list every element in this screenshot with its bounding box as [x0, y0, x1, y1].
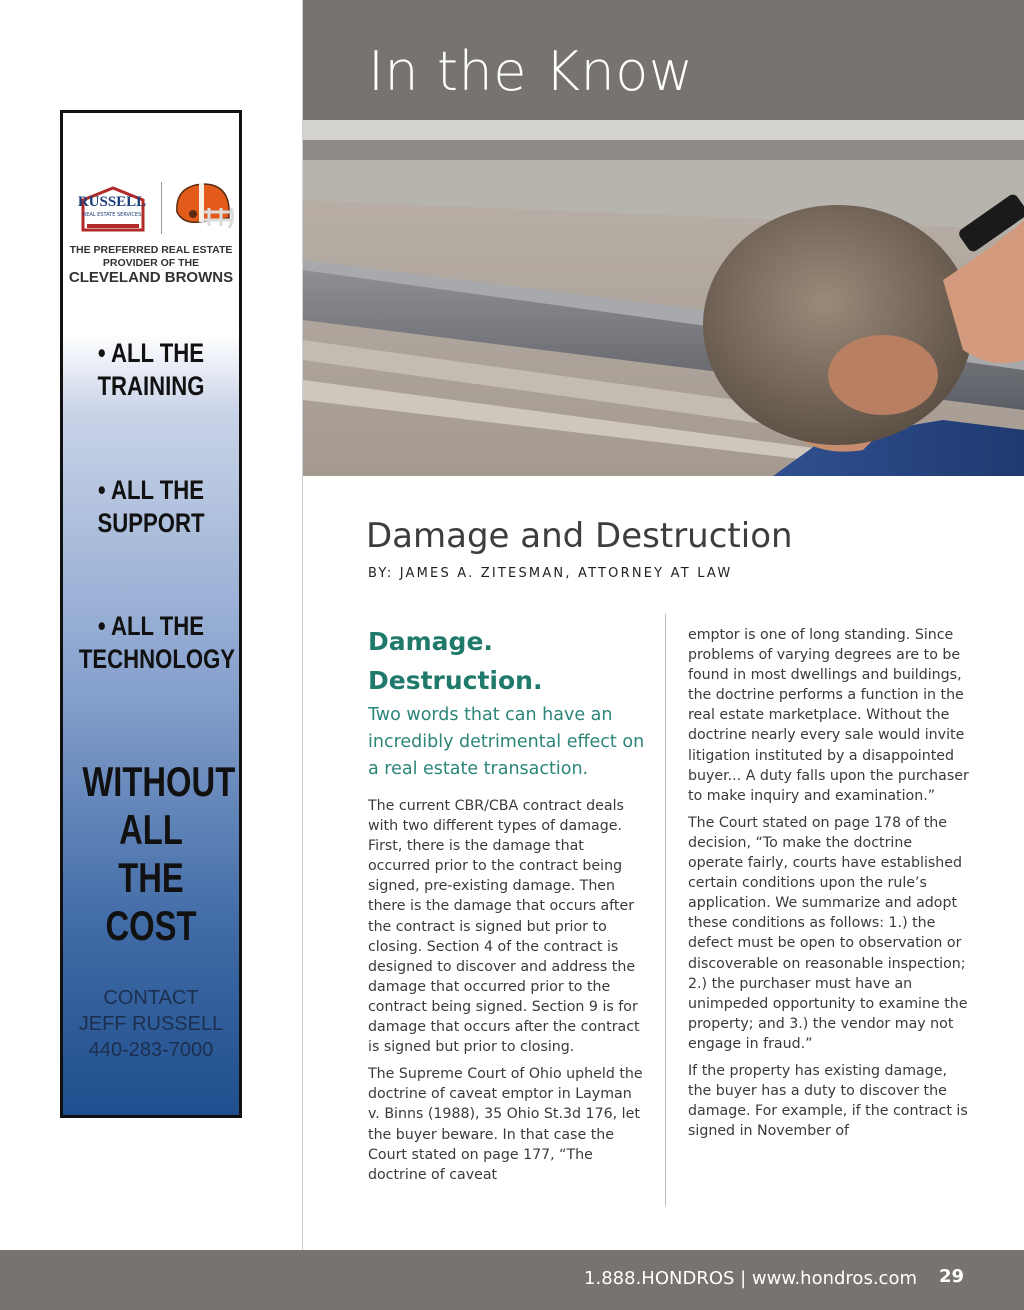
- ad-provider-line3: CLEVELAND BROWNS: [68, 269, 234, 286]
- ad-contact-name: JEFF RUSSELL: [78, 1013, 224, 1035]
- paragraph: The Supreme Court of Ohio upheld the doctrine of caveat emptor in Layman v. Binns (1988), 35 Ohio St.3d 176, let the buyer beware. In that case the Court stated on page 177, “The doctrine of caveat: [368, 1066, 643, 1183]
- ad-bullet-line1: • ALL THE: [97, 475, 205, 505]
- ad-logos: [73, 178, 233, 238]
- header-gap: [303, 140, 1024, 160]
- ad-without-line1: WITHOUT: [82, 758, 236, 805]
- advertisement: [60, 110, 242, 1118]
- header-stripe: [303, 120, 1024, 140]
- article-column-1: [368, 622, 648, 1192]
- paragraph: emptor is one of long standing. Since problems of varying degrees are to be found in most dwellings and buildings, the doctrine performs a function in the real estate marketplace. Without the doctrine nearly every sale would invite litigation instituted by a disappointed buyer... A duty falls upon the purchaser to make inquiry and examination.”: [688, 627, 969, 804]
- paragraph: The Court stated on page 178 of the decision, “To make the doctrine operate fairly, courts have established certain conditions upon the rule’s application. We summarize and adopt these conditions as follows: 1.) the defect must be open to observation or discoverable on reasonable inspection; 2.) the purchaser must have an unimpeded opportunity to examine the property; and 3.) the vendor may not engage in fraud.”: [688, 814, 968, 1052]
- page-number: 29: [938, 1266, 964, 1287]
- ad-without-cost: [82, 758, 236, 950]
- ad-bullet-line1: • ALL THE: [97, 611, 205, 641]
- lead-heading-1: Damage.: [368, 627, 493, 656]
- ad-bullet-support: [79, 474, 223, 540]
- article-column-2: [688, 625, 970, 1148]
- inspector-photo: [303, 160, 1024, 476]
- ad-without-line3: THE COST: [105, 854, 197, 949]
- lead-heading-2: Destruction.: [368, 666, 543, 695]
- russell-logo-subtext: REAL ESTATE SERVICES: [82, 212, 142, 218]
- lead-subheading: Two words that can have an incredibly detrimental effect on a real estate transaction.: [368, 705, 645, 779]
- ad-without-line2: ALL: [119, 806, 183, 853]
- ad-bullet-line1: • ALL THE: [97, 338, 205, 368]
- footer-contact: 1.888.HONDROS | www.hondros.com: [584, 1268, 917, 1289]
- ad-bullet-technology: [78, 610, 236, 676]
- paragraph: The current CBR/CBA contract deals with two different types of damage. First, there is the damage that occurred prior to the contract being signed, pre-existing damage. Then there is the damage that occurs after the contract is signed but prior to closing. Section 4 of the contract is designed to discover and address the damage that occurred prior to the contract being signed. Section 9 is for damage that occurs after the contract is signed but prior to closing.: [368, 798, 640, 1056]
- logo-separator: [161, 182, 162, 234]
- ad-contact: [63, 985, 239, 1063]
- ad-provider-text: [63, 244, 239, 284]
- ad-bullet-line2: SUPPORT: [97, 508, 205, 538]
- paragraph: If the property has existing damage, the buyer has a duty to discover the damage. For example, if the contract is signed in November of: [688, 1062, 968, 1140]
- section-title: In the Know: [368, 40, 694, 103]
- russell-logo-text: RUSSELL: [77, 194, 147, 210]
- article-byline: BY: JAMES A. ZITESMAN, ATTORNEY AT LAW: [368, 566, 733, 581]
- ad-bullet-line2: TECHNOLOGY: [78, 644, 236, 674]
- ad-bullet-training: [79, 337, 223, 403]
- ad-contact-line1: CONTACT: [103, 987, 199, 1009]
- football-helmet-icon: [169, 178, 235, 236]
- ad-provider-line2: PROVIDER OF THE: [102, 257, 200, 269]
- ad-bullet-line2: TRAINING: [97, 371, 205, 401]
- article-title: Damage and Destruction: [366, 516, 793, 556]
- footer-band: [0, 1250, 1024, 1310]
- column-rule: [665, 614, 666, 1206]
- ad-provider-line1: THE PREFERRED REAL ESTATE: [69, 244, 233, 256]
- ad-contact-phone: 440-283-7000: [88, 1039, 214, 1061]
